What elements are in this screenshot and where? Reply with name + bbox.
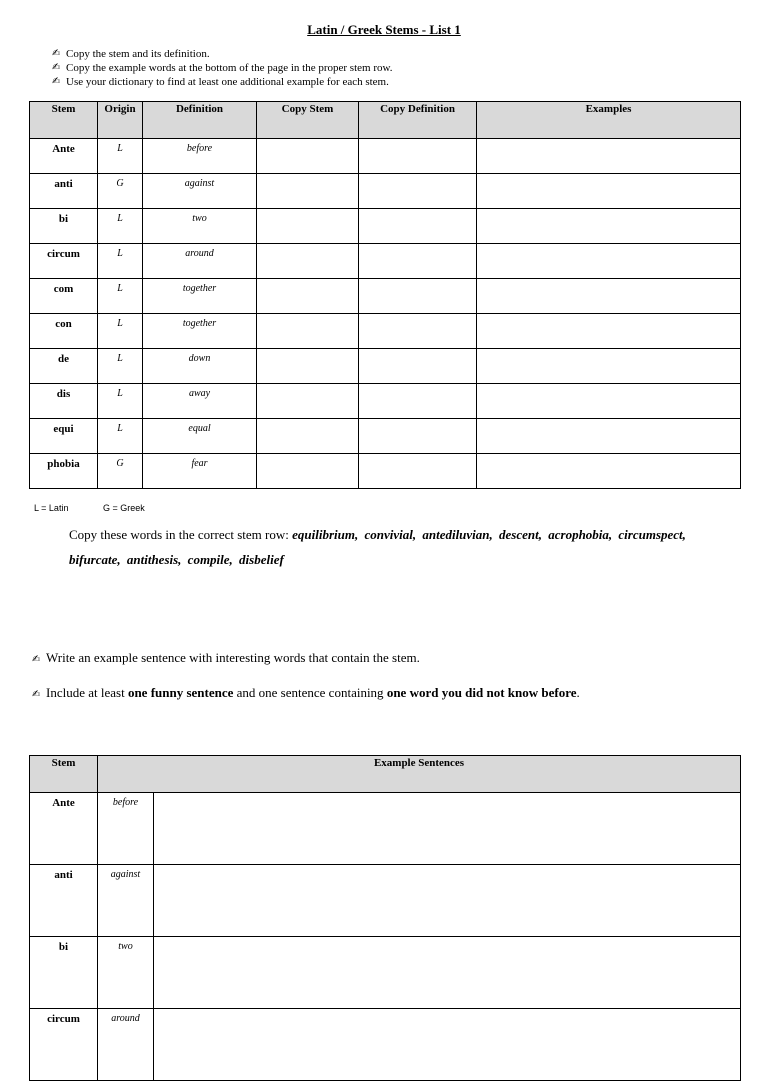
origin-cell: L	[98, 244, 143, 279]
table-row	[30, 384, 741, 419]
sentence-instruction-2	[32, 685, 580, 701]
copy-stem-cell[interactable]	[257, 384, 359, 419]
instruction-item	[52, 47, 392, 61]
origin-cell: G	[98, 454, 143, 489]
copy-definition-cell[interactable]	[359, 139, 477, 174]
copy-stem-cell[interactable]	[257, 349, 359, 384]
examples-cell[interactable]	[477, 209, 741, 244]
emphasis-new-word: one word you did not know before	[386, 685, 577, 700]
table-row	[30, 454, 741, 489]
page-title: Latin / Greek Stems - List 1	[307, 22, 461, 37]
copy-stem-cell[interactable]	[257, 244, 359, 279]
stem-cell: anti	[30, 865, 98, 937]
origin-cell: L	[98, 279, 143, 314]
copy-stem-cell[interactable]	[257, 209, 359, 244]
instruction-item	[52, 61, 392, 75]
copy-definition-cell[interactable]	[359, 244, 477, 279]
definition-cell: together	[143, 279, 257, 314]
stem-table	[29, 101, 741, 489]
definition-cell: together	[143, 314, 257, 349]
stem-cell: equi	[30, 419, 98, 454]
sentence-instruction-text: and one sentence containing	[233, 685, 387, 700]
examples-cell[interactable]	[477, 349, 741, 384]
origin-legend	[34, 503, 145, 513]
copy-stem-cell[interactable]	[257, 279, 359, 314]
header-examples: Examples	[477, 102, 741, 139]
copy-words-instruction	[69, 522, 719, 572]
header-copy-stem: Copy Stem	[257, 102, 359, 139]
copy-definition-cell[interactable]	[359, 454, 477, 489]
table-row	[30, 314, 741, 349]
copy-stem-cell[interactable]	[257, 139, 359, 174]
header-example-sentences: Example Sentences	[98, 756, 741, 793]
instruction-text: Use your dictionary to find at least one additional example for each stem.	[66, 76, 389, 88]
definition-cell: fear	[143, 454, 257, 489]
copy-definition-cell[interactable]	[359, 209, 477, 244]
sentence-instruction-1	[32, 650, 420, 666]
examples-cell[interactable]	[477, 384, 741, 419]
table-row	[30, 419, 741, 454]
definition-cell: against	[98, 865, 154, 937]
header-stem: Stem	[30, 756, 98, 793]
sentence-cell[interactable]	[154, 793, 741, 865]
sentence-instruction-text: Include at least	[46, 685, 128, 700]
copy-definition-cell[interactable]	[359, 174, 477, 209]
legend-latin: L = Latin	[34, 503, 69, 513]
stem-cell: Ante	[30, 139, 98, 174]
table-row	[30, 865, 741, 937]
stem-cell: com	[30, 279, 98, 314]
origin-cell: L	[98, 209, 143, 244]
origin-cell: G	[98, 174, 143, 209]
examples-cell[interactable]	[477, 314, 741, 349]
table-row	[30, 174, 741, 209]
stem-cell: phobia	[30, 454, 98, 489]
sentence-table	[29, 755, 741, 1081]
table-row	[30, 349, 741, 384]
examples-cell[interactable]	[477, 419, 741, 454]
examples-cell[interactable]	[477, 174, 741, 209]
header-origin: Origin	[98, 102, 143, 139]
definition-cell: two	[143, 209, 257, 244]
header-definition: Definition	[143, 102, 257, 139]
table-row	[30, 279, 741, 314]
copy-words-prompt: Copy these words in the correct stem row:	[69, 527, 289, 542]
definition-cell: before	[143, 139, 257, 174]
stem-cell: circum	[30, 1009, 98, 1081]
instruction-text: Copy the stem and its definition.	[66, 48, 210, 60]
stem-table-header	[30, 102, 741, 139]
hand-pointing-icon: ✍	[32, 654, 41, 665]
hand-pointing-icon: ✍	[32, 689, 41, 700]
copy-stem-cell[interactable]	[257, 174, 359, 209]
examples-cell[interactable]	[477, 279, 741, 314]
stem-cell: bi	[30, 937, 98, 1009]
sentence-cell[interactable]	[154, 865, 741, 937]
hand-pointing-icon: ✍	[52, 48, 61, 59]
definition-cell: around	[143, 244, 257, 279]
table-row	[30, 139, 741, 174]
copy-stem-cell[interactable]	[257, 314, 359, 349]
legend-greek: G = Greek	[102, 503, 145, 513]
copy-words-list: equilibrium, convivial, antediluvian, descent, acrophobia, circumspect, bifurcate, antithesis, compile, disbelief	[69, 527, 686, 567]
definition-cell: equal	[143, 419, 257, 454]
definition-cell: away	[143, 384, 257, 419]
sentence-cell[interactable]	[154, 1009, 741, 1081]
examples-cell[interactable]	[477, 139, 741, 174]
copy-definition-cell[interactable]	[359, 419, 477, 454]
examples-cell[interactable]	[477, 244, 741, 279]
copy-stem-cell[interactable]	[257, 454, 359, 489]
header-copy-definition: Copy Definition	[359, 102, 477, 139]
stem-cell: dis	[30, 384, 98, 419]
table-row	[30, 209, 741, 244]
header-stem: Stem	[30, 102, 98, 139]
copy-definition-cell[interactable]	[359, 349, 477, 384]
sentence-cell[interactable]	[154, 937, 741, 1009]
stem-cell: anti	[30, 174, 98, 209]
stem-cell: circum	[30, 244, 98, 279]
origin-cell: L	[98, 419, 143, 454]
stem-cell: de	[30, 349, 98, 384]
definition-cell: down	[143, 349, 257, 384]
definition-cell: before	[98, 793, 154, 865]
origin-cell: L	[98, 314, 143, 349]
stem-cell: Ante	[30, 793, 98, 865]
emphasis-funny: one funny sentence	[127, 685, 234, 700]
definition-cell: two	[98, 937, 154, 1009]
copy-stem-cell[interactable]	[257, 419, 359, 454]
instruction-list	[52, 47, 392, 89]
copy-definition-cell[interactable]	[359, 314, 477, 349]
stem-cell: con	[30, 314, 98, 349]
sentence-table-header	[30, 756, 741, 793]
examples-cell[interactable]	[477, 454, 741, 489]
copy-definition-cell[interactable]	[359, 279, 477, 314]
instruction-text: Copy the example words at the bottom of the page in the proper stem row.	[66, 62, 393, 74]
table-row	[30, 937, 741, 1009]
table-row	[30, 244, 741, 279]
table-row	[30, 793, 741, 865]
definition-cell: against	[143, 174, 257, 209]
stem-cell: bi	[30, 209, 98, 244]
hand-pointing-icon: ✍	[52, 76, 61, 87]
origin-cell: L	[98, 349, 143, 384]
copy-definition-cell[interactable]	[359, 384, 477, 419]
origin-cell: L	[98, 139, 143, 174]
origin-cell: L	[98, 384, 143, 419]
sentence-instruction-text: .	[576, 685, 580, 700]
table-row	[30, 1009, 741, 1081]
instruction-item	[52, 75, 392, 89]
sentence-instruction-text: Write an example sentence with interesting words that contain the stem.	[46, 650, 420, 665]
hand-pointing-icon: ✍	[52, 62, 61, 73]
definition-cell: around	[98, 1009, 154, 1081]
